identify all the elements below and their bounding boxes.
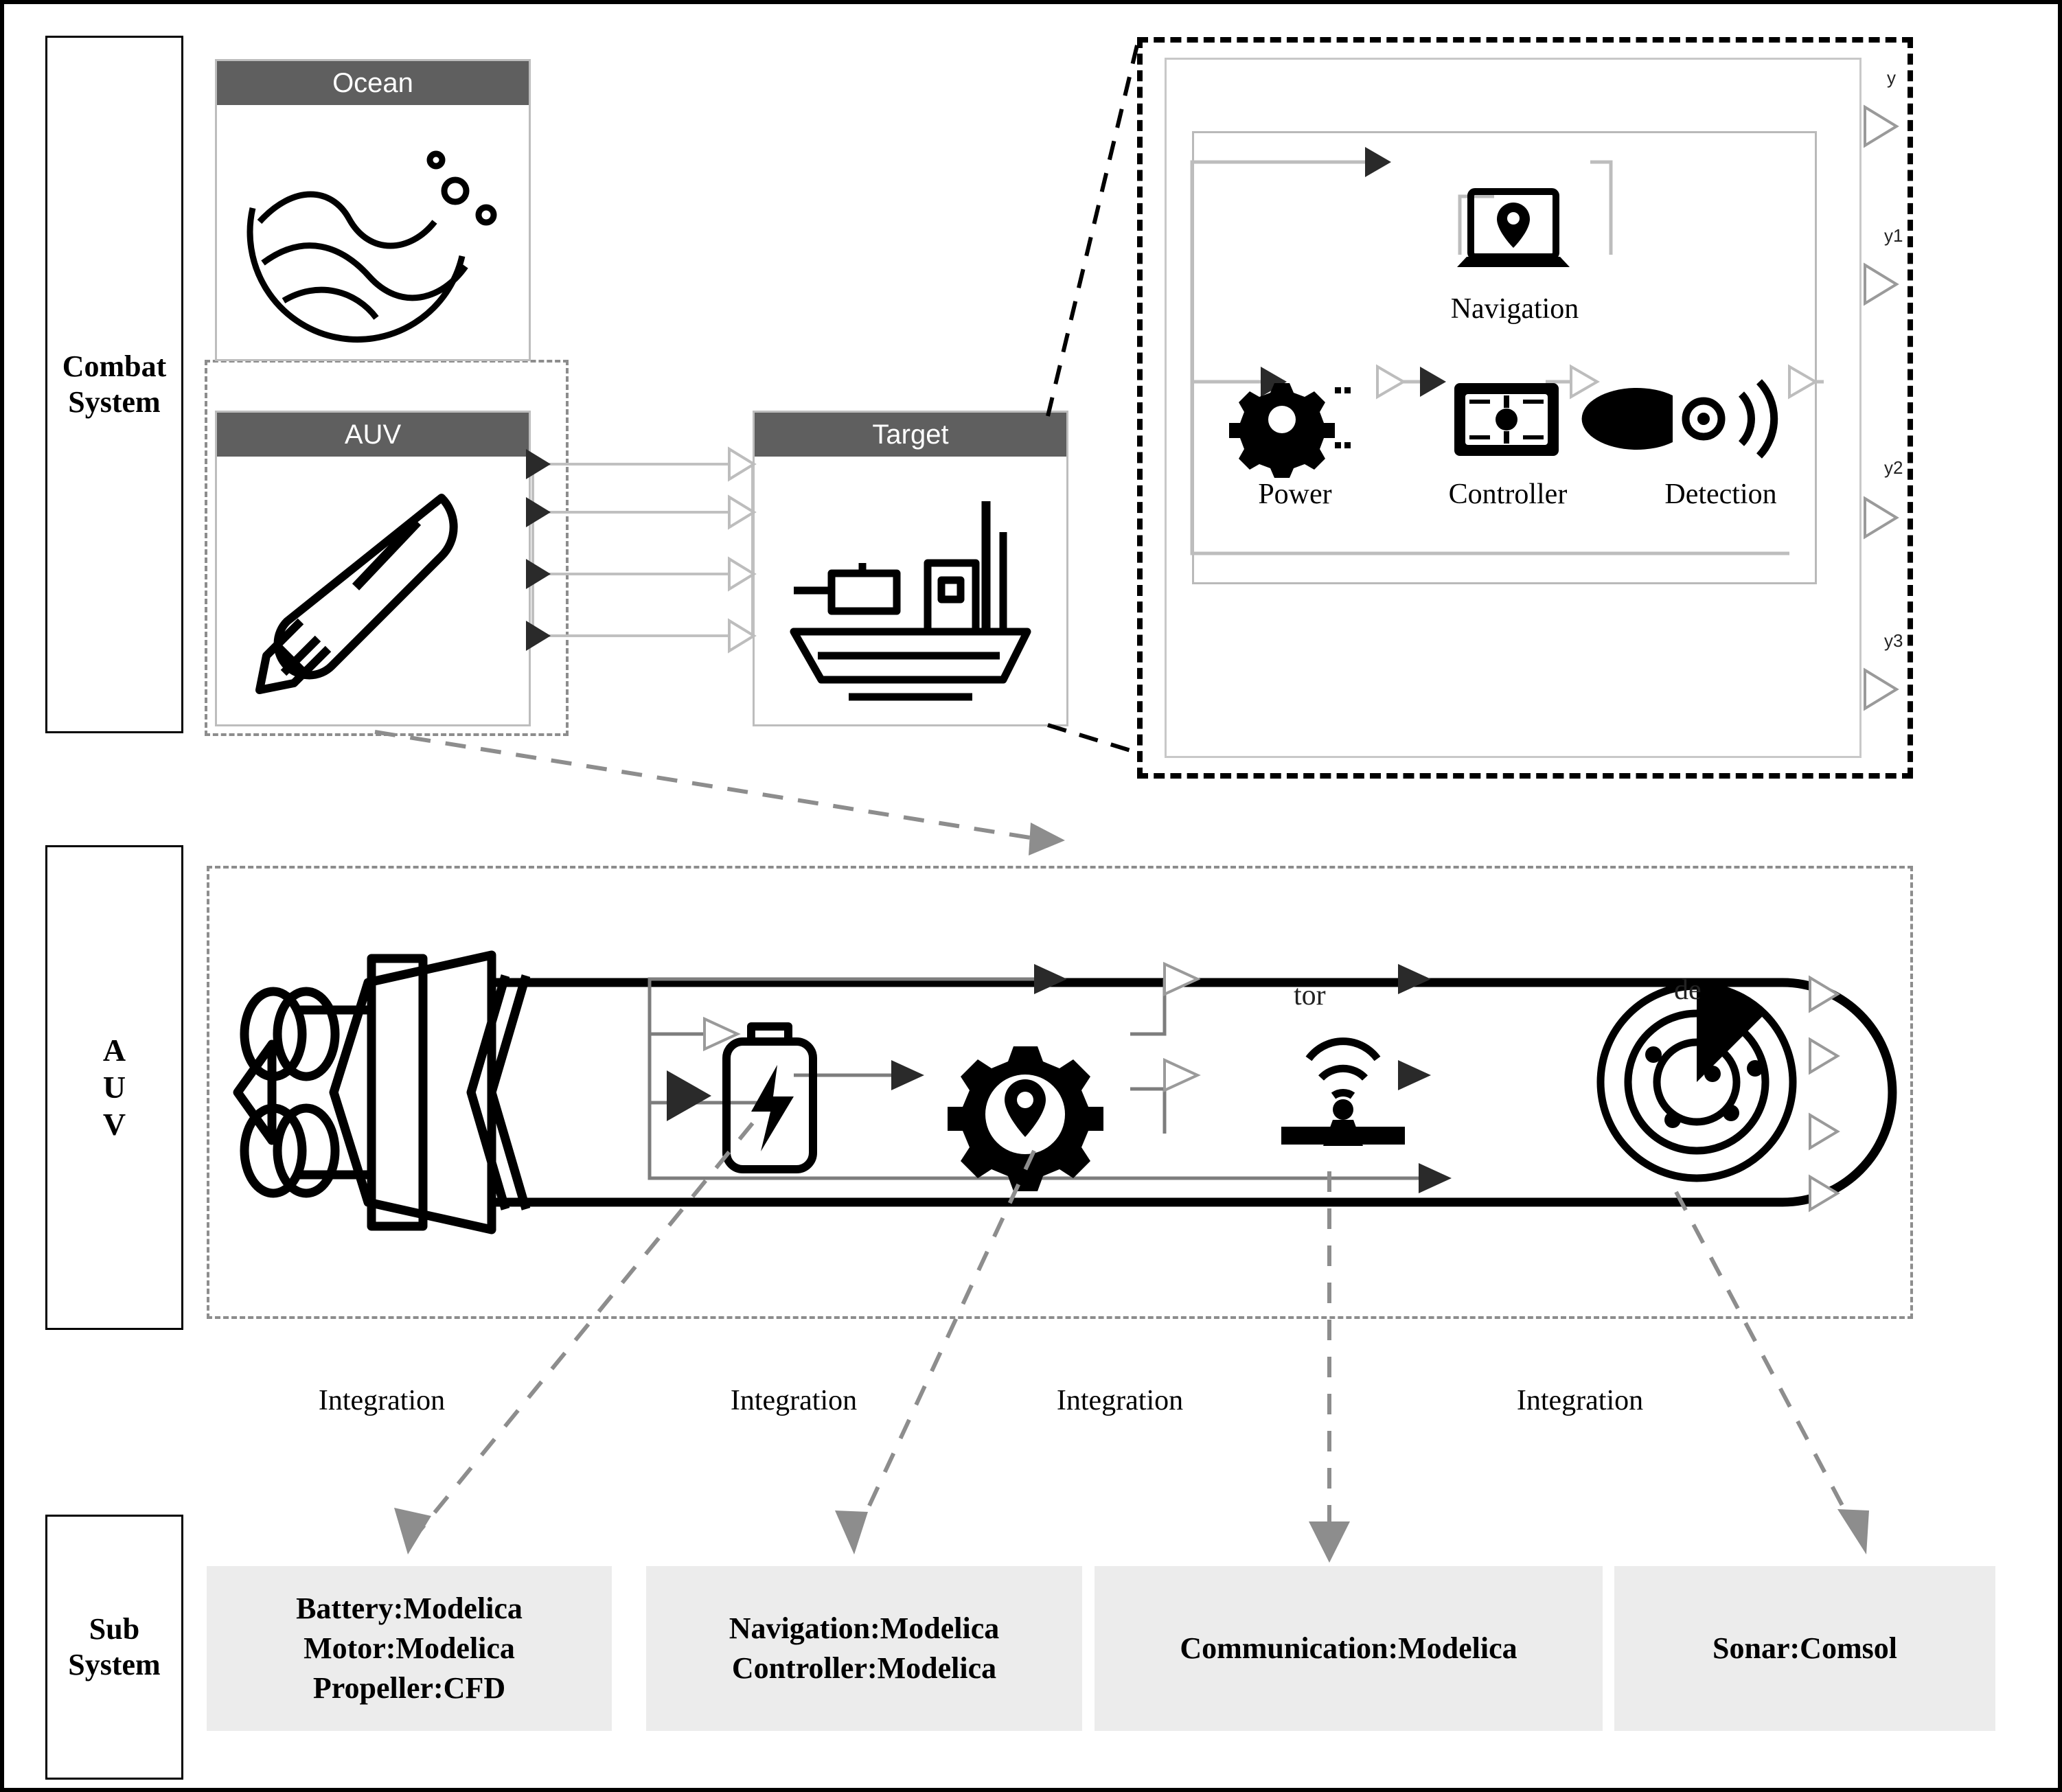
sub-box-line: Communication:Modelica — [1180, 1631, 1517, 1665]
gear-power-icon — [1233, 368, 1357, 471]
sub-box-navigation[interactable] — [646, 1566, 1082, 1731]
port-label-y3: y3 — [1884, 630, 1903, 651]
communication-partial-label: tor — [1294, 980, 1326, 1011]
block-auv[interactable] — [215, 411, 531, 726]
sub-box-sonar[interactable] — [1614, 1566, 1995, 1731]
detection-partial-label: de — [1674, 974, 1702, 1006]
integration-connectors — [210, 1096, 1927, 1590]
level-label-line: System — [68, 385, 161, 419]
level-label-line: U — [102, 1069, 126, 1105]
level-label-line: Sub — [89, 1612, 140, 1646]
sub-box-line: Motor:Modelica — [303, 1631, 515, 1665]
torpedo-icon — [236, 470, 510, 711]
level-label-line: Combat — [62, 349, 167, 384]
sub-box-line: Battery:Modelica — [296, 1591, 523, 1625]
block-auv-body — [217, 457, 529, 724]
detail-node-label-detection: Detection — [1664, 479, 1777, 510]
block-auv-caption: AUV — [217, 413, 529, 457]
level-label-combat-system — [45, 36, 183, 733]
sub-box-line: Propeller:CFD — [312, 1671, 506, 1705]
detail-output-ports — [1858, 52, 1934, 759]
integration-label-1: Integration — [318, 1385, 446, 1416]
block-ocean-caption: Ocean — [217, 61, 529, 105]
sub-box-line: Sonar:Comsol — [1712, 1631, 1897, 1665]
detail-node-label-controller: Controller — [1448, 479, 1568, 510]
level-label-line: V — [102, 1107, 126, 1142]
port-label-y: y — [1887, 67, 1896, 88]
block-target-body — [755, 457, 1066, 724]
sub-box-communication[interactable] — [1095, 1566, 1603, 1731]
ocean-wave-icon — [229, 119, 517, 345]
block-target[interactable] — [753, 411, 1068, 726]
level-label-line: A — [102, 1032, 126, 1068]
level-label-auv — [45, 845, 183, 1330]
detail-node-label-navigation: Navigation — [1450, 293, 1579, 325]
integration-label-3: Integration — [1056, 1385, 1184, 1416]
laptop-location-icon — [1452, 179, 1575, 289]
level-label-sub-system — [45, 1515, 183, 1780]
block-target-caption: Target — [755, 413, 1066, 457]
integration-label-2: Integration — [730, 1385, 858, 1416]
sub-box-line: Navigation:Modelica — [729, 1611, 1000, 1645]
sonar-eye-icon — [1652, 368, 1783, 471]
auv-target-connectors — [526, 416, 766, 725]
detail-node-label-power: Power — [1258, 479, 1332, 510]
sub-box-propulsion[interactable] — [207, 1566, 612, 1731]
sub-box-line: Controller:Modelica — [731, 1651, 997, 1685]
integration-label-4: Integration — [1516, 1385, 1644, 1416]
level-label-line: System — [68, 1648, 161, 1681]
port-label-y2: y2 — [1884, 457, 1903, 478]
block-ocean[interactable] — [215, 59, 531, 361]
ship-icon — [766, 460, 1055, 721]
chip-icon — [1445, 375, 1568, 464]
port-label-y1: y1 — [1884, 225, 1903, 246]
auv-expand-arrow — [361, 718, 1089, 869]
block-ocean-body — [217, 105, 529, 359]
